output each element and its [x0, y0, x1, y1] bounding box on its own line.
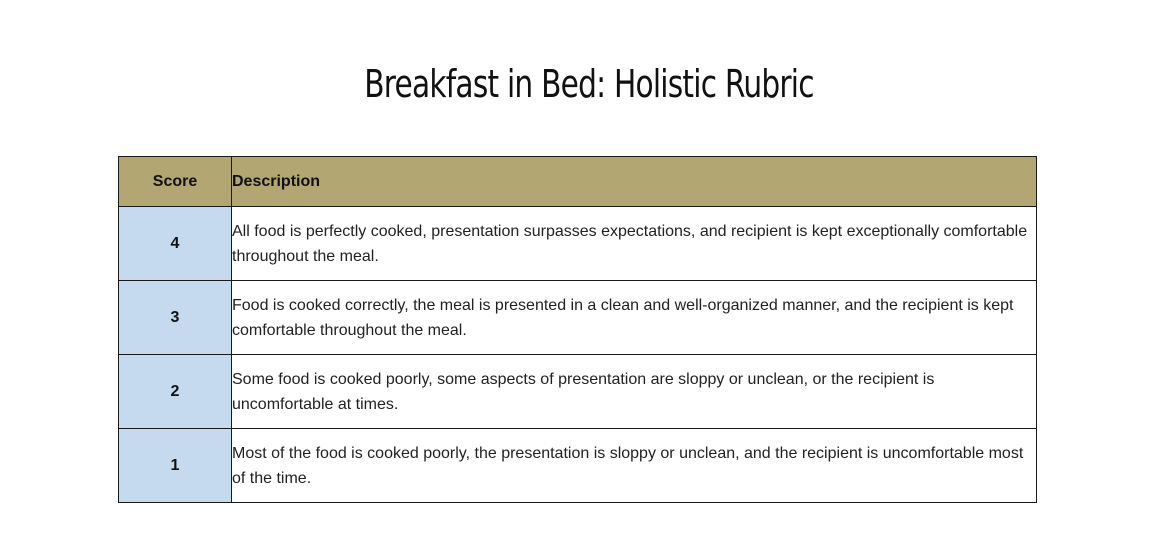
- table-row: [119, 355, 1037, 429]
- description-column-header: Description: [232, 157, 1037, 207]
- table-header-row: [119, 157, 1037, 207]
- description-cell: Most of the food is cooked poorly, the presentation is sloppy or unclean, and the recipient is uncomfortable most of the time.: [232, 429, 1037, 503]
- score-column-header: Score: [119, 157, 232, 207]
- score-cell: 2: [119, 355, 232, 429]
- score-cell: 3: [119, 281, 232, 355]
- table-row: [119, 207, 1037, 281]
- description-cell: All food is perfectly cooked, presentation surpasses expectations, and recipient is kept exceptionally comfortable throughout the meal.: [232, 207, 1037, 281]
- table-row: [119, 429, 1037, 503]
- score-cell: 1: [119, 429, 232, 503]
- description-cell: Some food is cooked poorly, some aspects of presentation are sloppy or unclean, or the recipient is uncomfortable at times.: [232, 355, 1037, 429]
- score-cell: 4: [119, 207, 232, 281]
- rubric-table: [118, 156, 1037, 503]
- page-title: Breakfast in Bed: Holistic Rubric: [364, 62, 814, 106]
- table-row: [119, 281, 1037, 355]
- description-cell: Food is cooked correctly, the meal is presented in a clean and well-organized manner, and the recipient is kept comfortable throughout the meal.: [232, 281, 1037, 355]
